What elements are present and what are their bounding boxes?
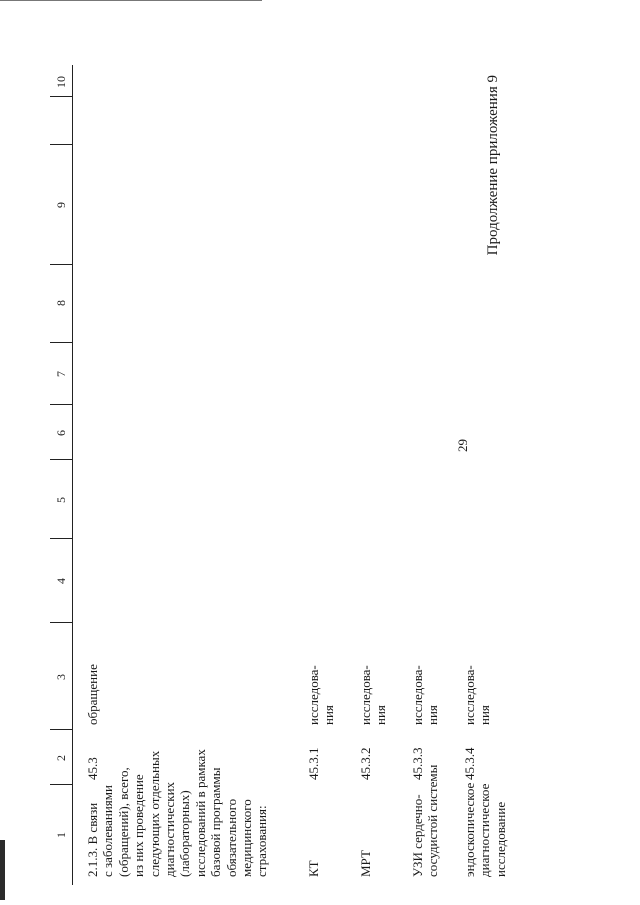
col-divider: [50, 622, 72, 623]
col-divider: [50, 144, 72, 145]
column-number: 1: [54, 832, 68, 838]
column-number: 3: [54, 674, 68, 680]
page-number: 29: [455, 439, 470, 452]
row-code: 45.3.1: [306, 747, 321, 780]
row-name-mri: МРТ: [358, 850, 373, 877]
row-unit: исследова- ния: [306, 665, 337, 725]
row-name-section: 2.1.3. В связи с заболеваниями (обращений), всего, из них проведение следующих отдельных диагностических (лабораторных) исследований в рамках базовой программы обязательного медицинского страхования:: [85, 749, 270, 877]
col-divider: [50, 96, 72, 97]
row-unit: обращение: [85, 664, 100, 725]
col-divider: [50, 538, 72, 539]
col-divider: [50, 459, 72, 460]
column-number: 4: [54, 578, 68, 584]
col-divider: [50, 404, 72, 405]
row-unit: исследова- ния: [410, 665, 441, 725]
column-number: 2: [54, 755, 68, 761]
scan-edge-mark: [0, 840, 5, 900]
col-divider: [50, 264, 72, 265]
column-number: 8: [54, 300, 68, 306]
header-rule: [72, 65, 73, 885]
row-name-endoscopy: эндоскопическое диагностическое исследование: [462, 782, 508, 877]
column-number: 9: [54, 202, 68, 208]
col-divider: [50, 342, 72, 343]
column-number: 10: [54, 76, 68, 88]
row-unit: исследова- ния: [358, 665, 389, 725]
top-rule: [0, 0, 262, 1]
row-unit: исследова- ния: [462, 665, 493, 725]
col-divider: [50, 784, 72, 785]
column-number: 7: [54, 371, 68, 377]
row-name-ultrasound: УЗИ сердечно- сосудистой системы: [410, 764, 441, 877]
column-number: 6: [54, 430, 68, 436]
row-code: 45.3: [85, 757, 100, 780]
column-number: 5: [54, 497, 68, 503]
row-code: 45.3.3: [410, 747, 425, 780]
rotated-page: [50, 65, 590, 885]
row-name-ct: КТ: [306, 860, 321, 877]
col-divider: [50, 729, 72, 730]
continuation-heading: Продолжение приложения 9: [485, 75, 501, 256]
row-code: 45.3.4: [462, 747, 477, 780]
row-code: 45.3.2: [358, 747, 373, 780]
